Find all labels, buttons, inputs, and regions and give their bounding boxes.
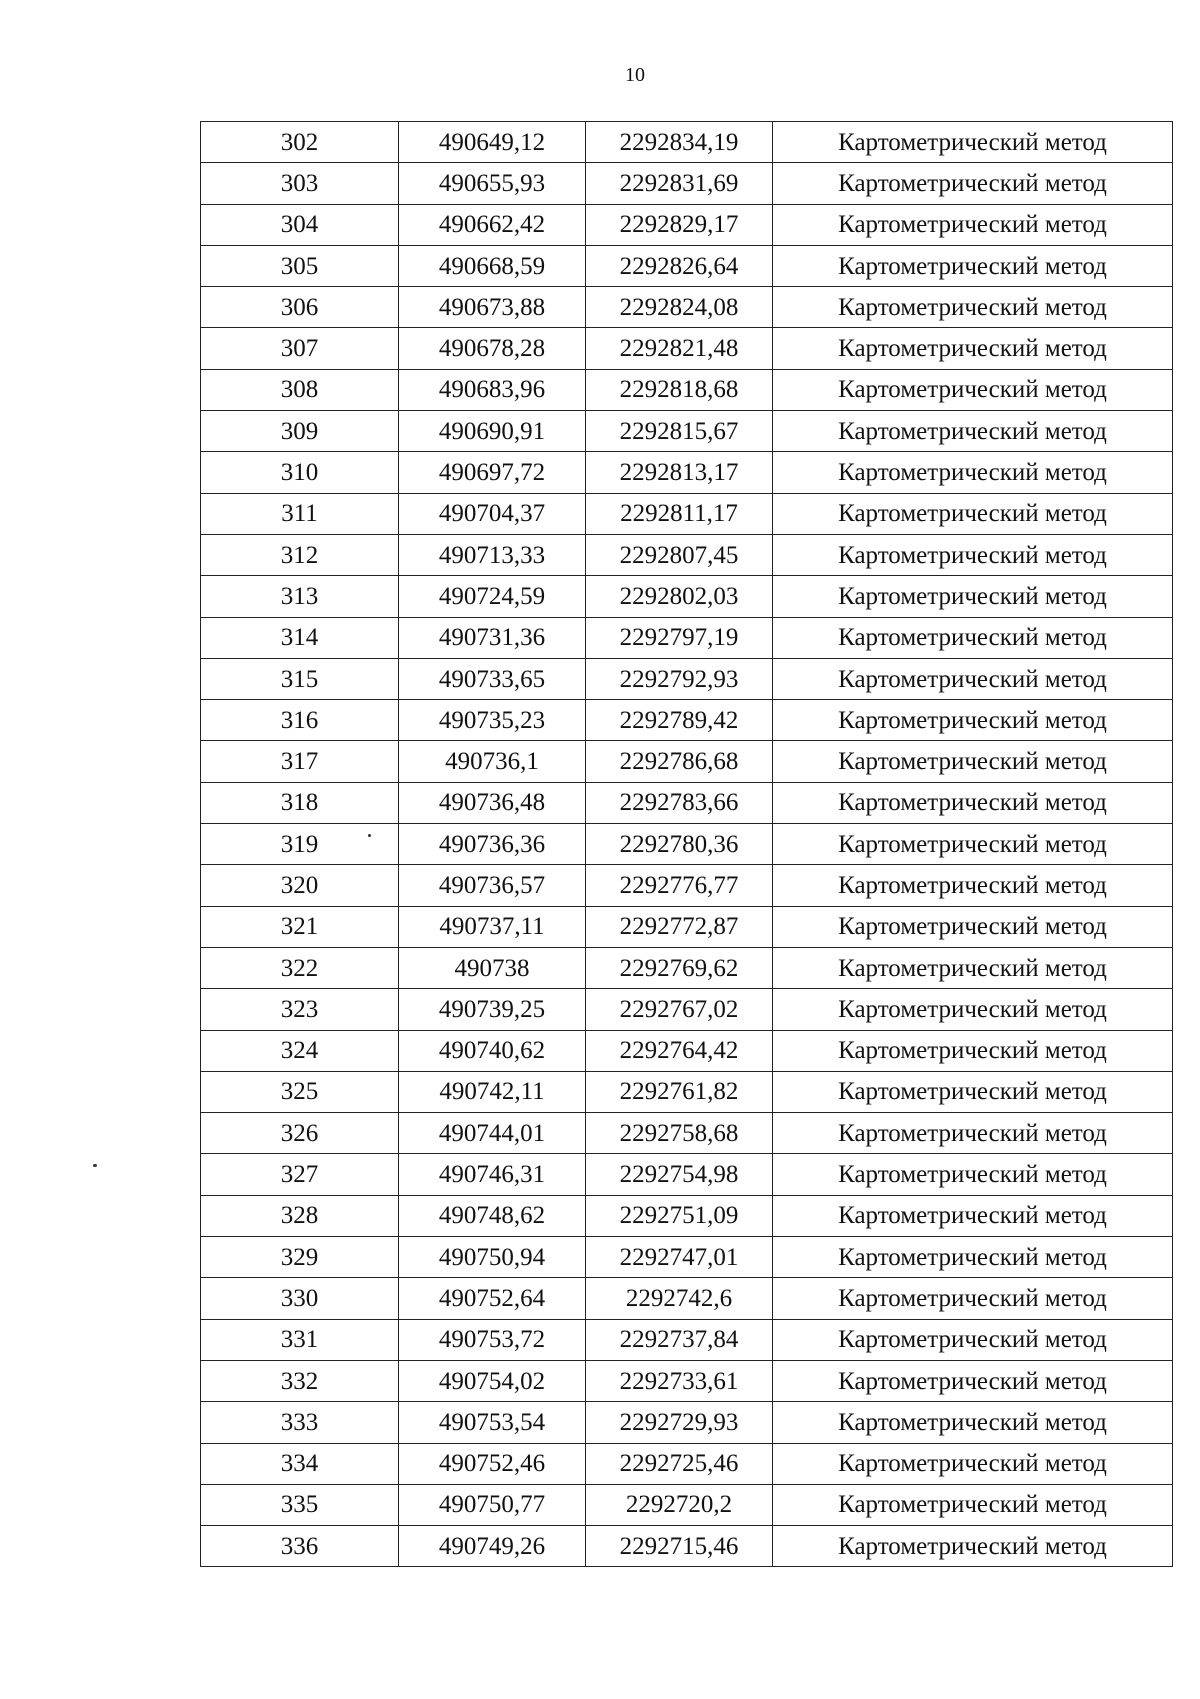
point-number-cell: 314 [201,617,399,658]
point-number-cell: 321 [201,906,399,947]
table-row [201,163,1173,204]
method-cell: Картометрический метод [773,617,1173,658]
point-number-cell: 329 [201,1237,399,1278]
point-number-cell: 332 [201,1360,399,1401]
method-cell: Картометрический метод [773,906,1173,947]
x-coordinate-cell: 490731,36 [399,617,586,658]
x-coordinate-cell: 490739,25 [399,989,586,1030]
x-coordinate-cell: 490753,72 [399,1319,586,1360]
point-number-cell: 316 [201,700,399,741]
method-cell: Картометрический метод [773,1319,1173,1360]
point-number-cell: 304 [201,204,399,245]
table-row [201,947,1173,988]
x-coordinate-cell: 490753,54 [399,1402,586,1443]
x-coordinate-cell: 490662,42 [399,204,586,245]
y-coordinate-cell: 2292742,6 [586,1278,773,1319]
point-number-cell: 325 [201,1071,399,1112]
point-number-cell: 310 [201,452,399,493]
y-coordinate-cell: 2292826,64 [586,245,773,286]
x-coordinate-cell: 490697,72 [399,452,586,493]
x-coordinate-cell: 490683,96 [399,369,586,410]
method-cell: Картометрический метод [773,1195,1173,1236]
x-coordinate-cell: 490733,65 [399,658,586,699]
point-number-cell: 303 [201,163,399,204]
table-row [201,1195,1173,1236]
x-coordinate-cell: 490713,33 [399,534,586,575]
method-cell: Картометрический метод [773,782,1173,823]
table-row [201,1237,1173,1278]
y-coordinate-cell: 2292764,42 [586,1030,773,1071]
table-row [201,1071,1173,1112]
x-coordinate-cell: 490724,59 [399,576,586,617]
method-cell: Картометрический метод [773,1071,1173,1112]
point-number-cell: 335 [201,1484,399,1525]
table-row [201,287,1173,328]
x-coordinate-cell: 490750,77 [399,1484,586,1525]
table-row [201,1526,1173,1567]
x-coordinate-cell: 490737,11 [399,906,586,947]
table-row [201,824,1173,865]
y-coordinate-cell: 2292769,62 [586,947,773,988]
table-row [201,369,1173,410]
point-number-cell: 312 [201,534,399,575]
y-coordinate-cell: 2292824,08 [586,287,773,328]
y-coordinate-cell: 2292761,82 [586,1071,773,1112]
method-cell: Картометрический метод [773,369,1173,410]
x-coordinate-cell: 490668,59 [399,245,586,286]
method-cell: Картометрический метод [773,865,1173,906]
y-coordinate-cell: 2292747,01 [586,1237,773,1278]
y-coordinate-cell: 2292733,61 [586,1360,773,1401]
x-coordinate-cell: 490738 [399,947,586,988]
table-row [201,1360,1173,1401]
method-cell: Картометрический метод [773,287,1173,328]
y-coordinate-cell: 2292829,17 [586,204,773,245]
point-number-cell: 307 [201,328,399,369]
table-row [201,452,1173,493]
table-row [201,411,1173,452]
method-cell: Картометрический метод [773,658,1173,699]
x-coordinate-cell: 490740,62 [399,1030,586,1071]
page-number: 10 [625,64,645,86]
scan-speck [368,834,371,837]
point-number-cell: 327 [201,1154,399,1195]
point-number-cell: 333 [201,1402,399,1443]
table-row [201,245,1173,286]
point-number-cell: 315 [201,658,399,699]
y-coordinate-cell: 2292783,66 [586,782,773,823]
method-cell: Картометрический метод [773,1113,1173,1154]
x-coordinate-cell: 490754,02 [399,1360,586,1401]
method-cell: Картометрический метод [773,1402,1173,1443]
table-row [201,989,1173,1030]
table-row [201,700,1173,741]
table-row [201,1113,1173,1154]
method-cell: Картометрический метод [773,204,1173,245]
table-row [201,1154,1173,1195]
y-coordinate-cell: 2292821,48 [586,328,773,369]
y-coordinate-cell: 2292815,67 [586,411,773,452]
y-coordinate-cell: 2292786,68 [586,741,773,782]
point-number-cell: 305 [201,245,399,286]
table-row [201,658,1173,699]
x-coordinate-cell: 490736,57 [399,865,586,906]
method-cell: Картометрический метод [773,328,1173,369]
point-number-cell: 334 [201,1443,399,1484]
y-coordinate-cell: 2292780,36 [586,824,773,865]
point-number-cell: 306 [201,287,399,328]
table-row [201,1484,1173,1525]
point-number-cell: 328 [201,1195,399,1236]
x-coordinate-cell: 490736,48 [399,782,586,823]
y-coordinate-cell: 2292737,84 [586,1319,773,1360]
y-coordinate-cell: 2292818,68 [586,369,773,410]
y-coordinate-cell: 2292772,87 [586,906,773,947]
method-cell: Картометрический метод [773,824,1173,865]
y-coordinate-cell: 2292720,2 [586,1484,773,1525]
point-number-cell: 322 [201,947,399,988]
x-coordinate-cell: 490736,36 [399,824,586,865]
point-number-cell: 320 [201,865,399,906]
point-number-cell: 324 [201,1030,399,1071]
y-coordinate-cell: 2292776,77 [586,865,773,906]
table-row [201,617,1173,658]
y-coordinate-cell: 2292751,09 [586,1195,773,1236]
method-cell: Картометрический метод [773,1360,1173,1401]
y-coordinate-cell: 2292834,19 [586,122,773,163]
x-coordinate-cell: 490678,28 [399,328,586,369]
x-coordinate-cell: 490742,11 [399,1071,586,1112]
coordinates-table [200,121,1173,1567]
point-number-cell: 313 [201,576,399,617]
y-coordinate-cell: 2292807,45 [586,534,773,575]
method-cell: Картометрический метод [773,1154,1173,1195]
x-coordinate-cell: 490649,12 [399,122,586,163]
method-cell: Картометрический метод [773,1278,1173,1319]
y-coordinate-cell: 2292811,17 [586,493,773,534]
method-cell: Картометрический метод [773,1443,1173,1484]
table-row [201,1443,1173,1484]
y-coordinate-cell: 2292729,93 [586,1402,773,1443]
method-cell: Картометрический метод [773,245,1173,286]
y-coordinate-cell: 2292792,93 [586,658,773,699]
method-cell: Картометрический метод [773,1526,1173,1567]
table-row [201,576,1173,617]
scan-speck [93,1164,97,1167]
point-number-cell: 309 [201,411,399,452]
method-cell: Картометрический метод [773,1237,1173,1278]
point-number-cell: 319 [201,824,399,865]
x-coordinate-cell: 490673,88 [399,287,586,328]
method-cell: Картометрический метод [773,122,1173,163]
method-cell: Картометрический метод [773,576,1173,617]
table-row [201,493,1173,534]
method-cell: Картометрический метод [773,1030,1173,1071]
method-cell: Картометрический метод [773,493,1173,534]
x-coordinate-cell: 490749,26 [399,1526,586,1567]
x-coordinate-cell: 490690,91 [399,411,586,452]
point-number-cell: 331 [201,1319,399,1360]
x-coordinate-cell: 490752,46 [399,1443,586,1484]
point-number-cell: 326 [201,1113,399,1154]
x-coordinate-cell: 490748,62 [399,1195,586,1236]
x-coordinate-cell: 490735,23 [399,700,586,741]
y-coordinate-cell: 2292758,68 [586,1113,773,1154]
table-row [201,1402,1173,1443]
point-number-cell: 308 [201,369,399,410]
point-number-cell: 336 [201,1526,399,1567]
coordinates-table-body [201,122,1173,1567]
y-coordinate-cell: 2292797,19 [586,617,773,658]
table-row [201,865,1173,906]
point-number-cell: 302 [201,122,399,163]
x-coordinate-cell: 490752,64 [399,1278,586,1319]
table-row [201,534,1173,575]
table-row [201,782,1173,823]
table-row [201,741,1173,782]
x-coordinate-cell: 490746,31 [399,1154,586,1195]
point-number-cell: 318 [201,782,399,823]
y-coordinate-cell: 2292813,17 [586,452,773,493]
table-row [201,122,1173,163]
method-cell: Картометрический метод [773,989,1173,1030]
point-number-cell: 323 [201,989,399,1030]
method-cell: Картометрический метод [773,1484,1173,1525]
table-row [201,1278,1173,1319]
x-coordinate-cell: 490736,1 [399,741,586,782]
x-coordinate-cell: 490750,94 [399,1237,586,1278]
y-coordinate-cell: 2292831,69 [586,163,773,204]
method-cell: Картометрический метод [773,534,1173,575]
point-number-cell: 317 [201,741,399,782]
x-coordinate-cell: 490744,01 [399,1113,586,1154]
method-cell: Картометрический метод [773,452,1173,493]
point-number-cell: 311 [201,493,399,534]
table-row [201,1319,1173,1360]
y-coordinate-cell: 2292789,42 [586,700,773,741]
method-cell: Картометрический метод [773,411,1173,452]
y-coordinate-cell: 2292754,98 [586,1154,773,1195]
point-number-cell: 330 [201,1278,399,1319]
x-coordinate-cell: 490655,93 [399,163,586,204]
method-cell: Картометрический метод [773,947,1173,988]
y-coordinate-cell: 2292715,46 [586,1526,773,1567]
x-coordinate-cell: 490704,37 [399,493,586,534]
table-row [201,328,1173,369]
method-cell: Картометрический метод [773,741,1173,782]
y-coordinate-cell: 2292802,03 [586,576,773,617]
method-cell: Картометрический метод [773,163,1173,204]
y-coordinate-cell: 2292725,46 [586,1443,773,1484]
table-row [201,906,1173,947]
method-cell: Картометрический метод [773,700,1173,741]
y-coordinate-cell: 2292767,02 [586,989,773,1030]
table-row [201,1030,1173,1071]
table-row [201,204,1173,245]
